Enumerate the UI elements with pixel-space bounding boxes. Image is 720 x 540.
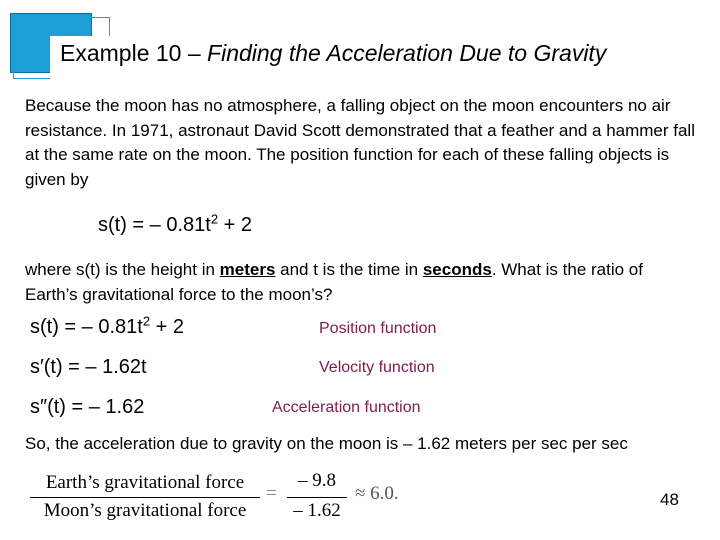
title-italic: Finding the Acceleration Due to Gravity xyxy=(207,40,607,66)
title-prefix: Example 10 – xyxy=(60,40,208,66)
slide-title xyxy=(60,40,606,67)
where-text-1: where s(t) is the height in xyxy=(25,260,220,279)
position-equation-rhs: + 2 xyxy=(150,316,184,338)
ratio-result: ≈ 6.0. xyxy=(355,483,399,504)
where-paragraph xyxy=(25,258,695,307)
fraction-bar-right xyxy=(287,497,347,498)
intro-paragraph: Because the moon has no atmosphere, a falling object on the moon encounters no air resistance. In 1971, astronaut David Scott demonstrated that a feather and a hammer fall at the same rate on the moon. The position function for each of these falling objects is given by xyxy=(25,96,695,189)
moon-gravity-value: – 1.62 xyxy=(293,500,341,521)
conclusion-text: So, the acceleration due to gravity on the moon is – 1.62 meters per sec per sec xyxy=(25,434,628,453)
position-function-label: Position function xyxy=(319,320,437,337)
equals-sign: = xyxy=(266,483,277,504)
velocity-function-label: Velocity function xyxy=(319,359,435,376)
velocity-equation: s′(t) = – 1.62t xyxy=(30,356,147,378)
acceleration-function-label: Acceleration function xyxy=(272,399,421,416)
seconds-underlined: seconds xyxy=(422,260,492,279)
main-equation-rhs: + 2 xyxy=(218,214,252,236)
page-number: 48 xyxy=(660,490,679,509)
position-equation-lhs: s(t) = – 0.81t xyxy=(30,316,143,338)
moon-force-label: Moon’s gravitational force xyxy=(43,500,247,521)
earth-force-label: Earth’s gravitational force xyxy=(45,472,245,493)
position-equation xyxy=(30,313,184,339)
acceleration-equation: s″(t) = – 1.62 xyxy=(30,396,145,418)
position-equation-exponent: 2 xyxy=(142,313,151,329)
where-text-3: . What is the ratio of Earth’s gravitational force to the moon’s? xyxy=(25,260,643,304)
meters-underlined: meters xyxy=(219,260,276,279)
earth-gravity-value: – 9.8 xyxy=(298,470,336,491)
main-equation-exponent: 2 xyxy=(210,211,219,227)
where-text-2: and t is the time in xyxy=(275,260,423,279)
main-equation xyxy=(98,211,252,237)
ratio-expression xyxy=(25,468,425,526)
main-equation-lhs: s(t) = – 0.81t xyxy=(98,214,211,236)
fraction-bar-left xyxy=(30,497,260,498)
